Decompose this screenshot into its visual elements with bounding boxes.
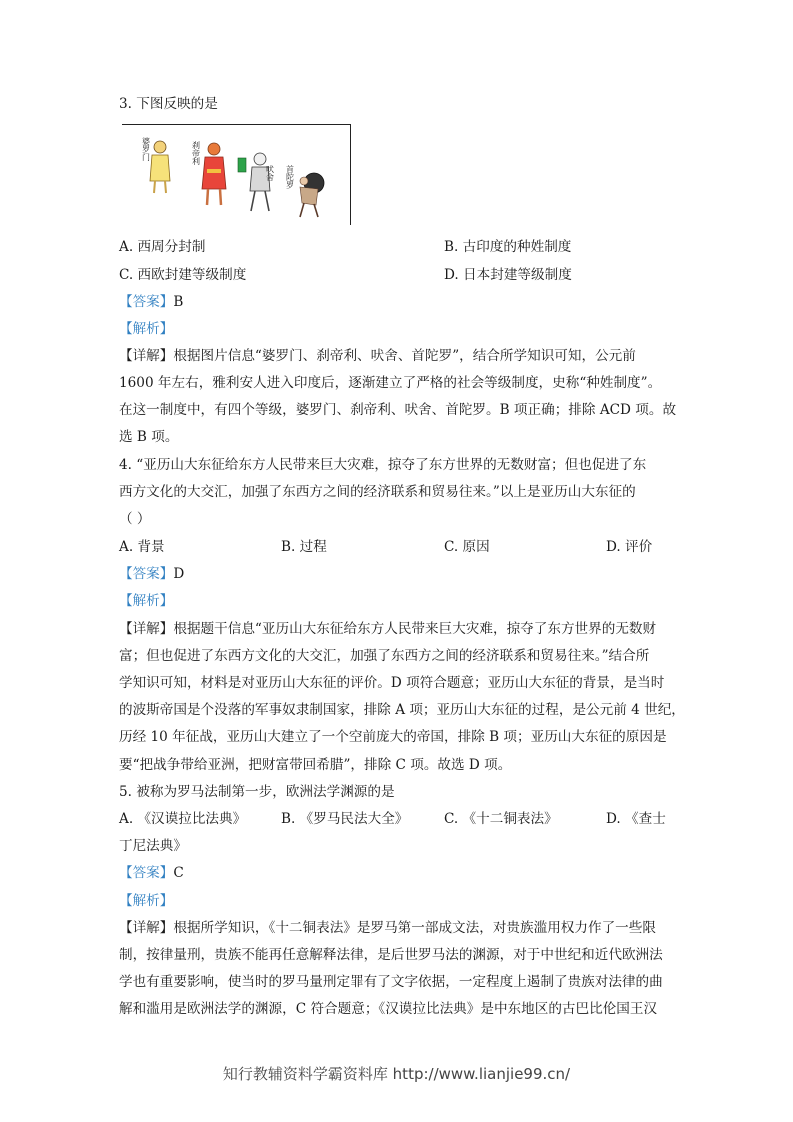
q3-detail-1: 【详解】根据图片信息“婆罗门、刹帝利、吠舍、首陀罗”，结合所学知识可知，公元前 — [119, 348, 636, 364]
label-shudra: 首陀罗 — [285, 165, 295, 189]
q4-detail-4: 的波斯帝国是个没落的军事奴隶制国家，排除 A 项；亚历山大东征的过程，是公元前 4 世纪， — [119, 702, 685, 718]
q3-option-a: A. 西周分封制 — [119, 239, 206, 255]
q4-option-c: C. 原因 — [444, 539, 490, 555]
q5-detail-1: 【详解】根据所学知识，《十二铜表法》是罗马第一部成文法，对贵族滥用权力作了一些限 — [119, 920, 656, 936]
q4-detail-1: 【详解】根据题干信息“亚历山大东征给东方人民带来巨大灾难，掠夺了东方世界的无数财 — [119, 621, 657, 637]
q4-detail-5: 历经 10 年征战，亚历山大建立了一个空前庞大的帝国，排除 B 项；亚历山大东征的原因是 — [119, 729, 667, 745]
q4-option-d: D. 评价 — [606, 539, 653, 555]
q4-option-b: B. 过程 — [281, 539, 327, 555]
q5-detail-2: 制，按律量刑，贵族不能再任意解释法律，是后世罗马法的渊源，对于中世纪和近代欧洲法 — [119, 947, 663, 963]
q4-detail-3: 学知识可知，材料是对亚历山大东征的评价。D 项符合题意；亚历山大东征的背景，是当时 — [119, 675, 665, 691]
footer-watermark: 知行教辅资料学霸资料库 http://www.lianjie99.cn/ — [222, 1065, 571, 1083]
q5-option-b: B. 《罗马民法大全》 — [281, 811, 409, 827]
q4-stem-3: （ ） — [119, 511, 151, 527]
caste-figure — [122, 124, 351, 225]
q3-option-c: C. 西欧封建等级制度 — [119, 267, 247, 283]
label-vaishya: 吠舍 — [265, 165, 275, 181]
label-brahmin: 婆罗门 — [141, 137, 151, 161]
q4-analysis-tag: 【解析】 — [119, 593, 174, 609]
q5-detail-4: 解和滥用是欧洲法学的渊源，C 符合题意；《汉谟拉比法典》是中东地区的古巴比伦国王汉 — [119, 1001, 658, 1017]
q5-option-a: A. 《汉谟拉比法典》 — [119, 811, 247, 827]
q3-stem: 3. 下图反映的是 — [119, 96, 218, 112]
q3-detail-4: 选 B 项。 — [119, 429, 179, 445]
q5-option-d: D. 《查士 — [606, 811, 666, 827]
label-kshatriya: 刹帝利 — [191, 141, 201, 165]
q3-answer: 【答案】B — [119, 294, 184, 310]
q5-stem: 5. 被称为罗马法制第一步，欧洲法学渊源的是 — [119, 784, 395, 800]
q4-stem-2: 西方文化的大交汇，加强了东西方之间的经济联系和贸易往来。”以上是亚历山大东征的 — [119, 484, 636, 500]
q5-option-d-cont: 丁尼法典》 — [119, 838, 187, 854]
q3-detail-3: 在这一制度中，有四个等级，婆罗门、刹帝利、吠舍、首陀罗。B 项正确；排除 ACD 项。故 — [119, 402, 677, 418]
q5-answer: 【答案】C — [119, 865, 184, 881]
q3-analysis-tag: 【解析】 — [119, 321, 174, 337]
shudra-figure — [300, 173, 324, 217]
q3-option-d: D. 日本封建等级制度 — [444, 267, 572, 283]
vaishya-figure — [238, 153, 270, 211]
brahmin-figure — [150, 141, 170, 193]
q4-option-a: A. 背景 — [119, 539, 165, 555]
q4-stem-1: 4. “亚历山大东征给东方人民带来巨大灾难，掠夺了东方世界的无数财富；但也促进了东 — [119, 457, 647, 473]
q5-analysis-tag: 【解析】 — [119, 893, 174, 909]
caste-illustration — [122, 125, 350, 225]
kshatriya-figure — [202, 143, 226, 205]
q5-option-c: C. 《十二铜表法》 — [444, 811, 558, 827]
q4-detail-6: 要“把战争带给亚洲，把财富带回希腊”，排除 C 项。故选 D 项。 — [119, 757, 512, 773]
q4-detail-2: 富；但也促进了东西方文化的大交汇，加强了东西方之间的经济联系和贸易往来。”结合所 — [119, 648, 650, 664]
q3-option-b: B. 古印度的种姓制度 — [444, 239, 572, 255]
q4-answer: 【答案】D — [119, 566, 185, 582]
q3-detail-2: 1600 年左右，雅利安人进入印度后，逐渐建立了严格的社会等级制度，史称“种姓制度”。 — [119, 375, 662, 391]
q5-detail-3: 学也有重要影响，使当时的罗马量刑定罪有了文字依据，一定程度上遏制了贵族对法律的曲 — [119, 974, 663, 990]
